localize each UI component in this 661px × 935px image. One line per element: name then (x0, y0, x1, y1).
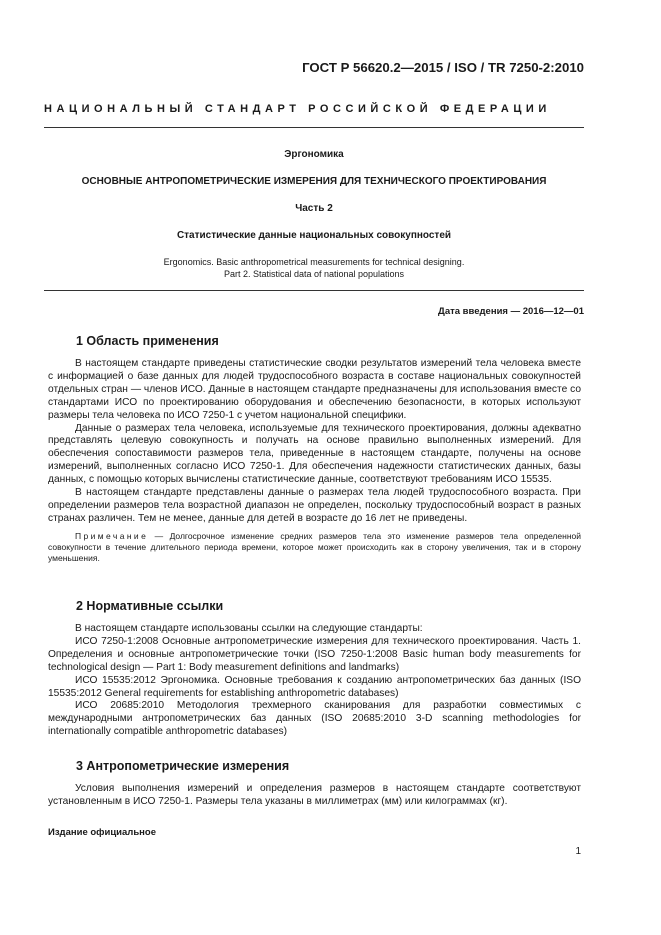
title-divider (44, 290, 584, 291)
part-label: Часть 2 (295, 203, 333, 214)
paragraph: В настоящем стандарте приведены статистические сводки результатов измерений тела человека вместе с информацией о базе данных для людей трудоспособного возраста в составе национальных совокупностей отдельных стран — членов ИСО. Данные в настоящем стандарте предназначены для использования вместе со стандартами ИСО по проектированию оборудования и обеспечению безопасности, в которых используют размеры тела человека по ИСО 7250-1 с учетом национальной специфики. (48, 358, 581, 421)
paragraph: В настоящем стандарте представлены данные о размерах тела людей трудоспособного возраста. При определении размеров тела возрастной диапазон не определен, поскольку трудоспособный возраст в разных странах различен. Тем не менее, данные для детей в возрасте до 16 лет не приведены. (48, 487, 581, 524)
reference-item: ИСО 7250-1:2008 Основные антропометрические измерения для технического проектирования. Часть 1. Определения и основные антропометрические точки (ISO 7250-1:2008 Basic human body measurements for technological design — Part 1: Body measurement definitions and landmarks) (48, 635, 581, 673)
page-number: 1 (575, 846, 581, 857)
note (48, 531, 581, 565)
national-standard-title: НАЦИОНАЛЬНЫЙ СТАНДАРТ РОССИЙСКОЙ ФЕДЕРАЦИИ (44, 103, 551, 115)
section-3-body (48, 783, 581, 809)
section-1-heading: 1 Область применения (76, 334, 219, 348)
note-text: — Долгосрочное изменение средних размеров тела это изменение размеров тела определенной совокупности в течение длительного периода времени, которое может происходить как в сторону увеличения, так и в сторону уменьшения. (48, 530, 581, 564)
english-title-line-1: Ergonomics. Basic anthropometrical measurements for technical designing. (163, 257, 465, 267)
english-title (44, 256, 584, 280)
section-2-heading: 2 Нормативные ссылки (76, 599, 224, 613)
note-label: Примечание (75, 530, 149, 541)
paragraph: В настоящем стандарте использованы ссылки на следующие стандарты: (75, 623, 423, 634)
paragraph: Условия выполнения измерений и определения размеров в настоящем стандарте соответствуют установленным в ИСО 7250-1. Размеры тела указаны в миллиметрах (мм) или килограммах (кг). (48, 783, 581, 807)
section-1-body (48, 358, 581, 564)
main-title: ОСНОВНЫЕ АНТРОПОМЕТРИЧЕСКИЕ ИЗМЕРЕНИЯ ДЛЯ ТЕХНИЧЕСКОГО ПРОЕКТИРОВАНИЯ (81, 176, 547, 187)
reference-item: ИСО 15535:2012 Эргономика. Основные требования к созданию антропометрических баз данных (ISO 15535:2012 General requirements for establishing anthropometric databases) (48, 674, 581, 699)
reference-item: ИСО 20685:2010 Методология трехмерного сканирования для разработки совместимых с международными антропометрических баз данных (ISO 20685:2010 3-D scanning methodologies for internationally compatible anthropometric databases) (48, 700, 581, 738)
header-divider (44, 127, 584, 128)
ergonomics-label: Эргономика (284, 149, 344, 160)
document-code: ГОСТ Р 56620.2—2015 / ISO / TR 7250-2:2010 (302, 60, 584, 75)
english-title-line-2: Part 2. Statistical data of national populations (223, 269, 405, 279)
section-2-body (48, 623, 581, 739)
official-edition-label: Издание официальное (48, 827, 156, 838)
date-of-introduction: Дата введения — 2016—12—01 (438, 306, 584, 317)
section-3-heading: 3 Антропометрические измерения (76, 759, 290, 773)
paragraph: Данные о размерах тела человека, используемые для технического проектирования, должны адекватно представлять целевую совокупность и получать на основе правильно выполненных измерений. Для обеспечения сопоставимости размеров тела, приведенные в настоящем стандарте, получены на основе измерений, выполненных согласно ИСО 7250-1. Для обеспечения надежности статистических данных, базы данных, с помощью которых вычислены статистические данные, соответствуют требованиям ИСО 15535. (48, 422, 581, 486)
subtitle: Статистические данные национальных совокупностей (176, 230, 452, 241)
